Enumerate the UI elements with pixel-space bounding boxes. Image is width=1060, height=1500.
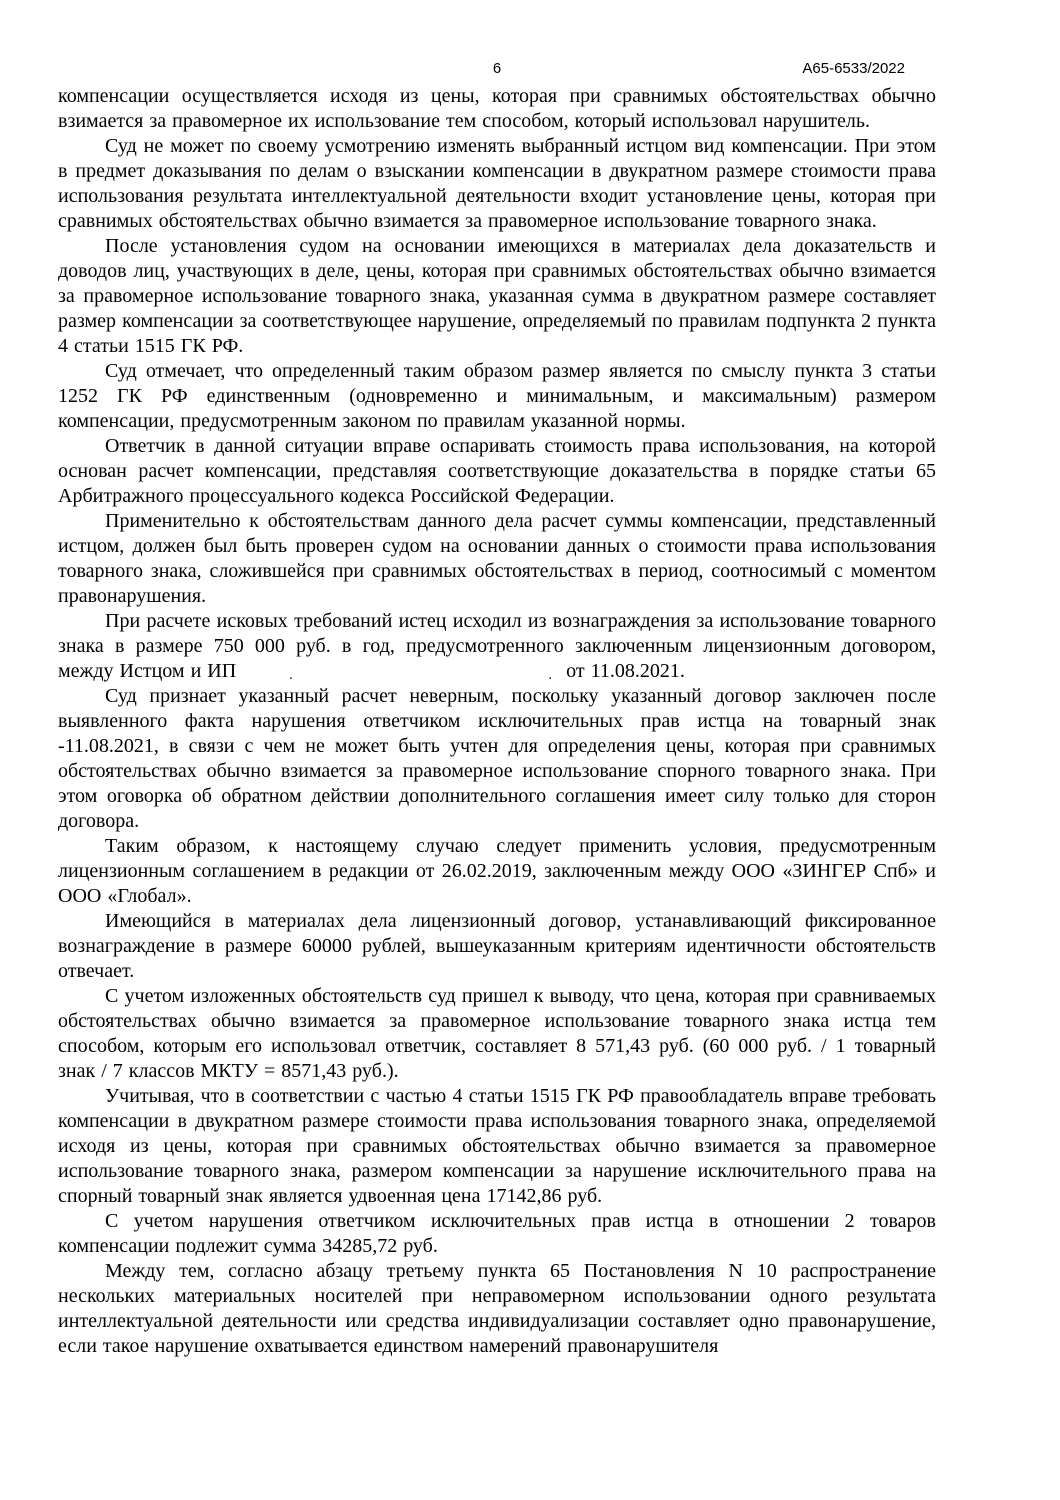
paragraph: Таким образом, к настоящему случаю следует применить условия, предусмотренным лицензионным соглашением в редакции от 26.02.2019, заключенным между ООО «ЗИНГЕР Спб» и ООО «Глобал». <box>58 835 936 907</box>
paragraph: После установления судом на основании имеющихся в материалах дела доказательств и доводов лиц, участвующих в деле, цены, которая при сравнимых обстоятельствах обычно взимается за правомерное использование товарного знака, указанная сумма в двукратном размере составляет размер компенсации за соответствующее нарушение, определяемый по правилам подпункта 2 пункта 4 статьи 1515 ГК РФ. <box>58 235 936 357</box>
paragraph: С учетом изложенных обстоятельств суд пришел к выводу, что цена, которая при сравниваемых обстоятельствах обычно взимается за правомерное использование товарного знака истца тем способом, которым его использовал ответчик, составляет 8 571,43 руб. (60 000 руб. / 1 товарный знак / 7 классов МКТУ = 8571,43 руб.). <box>58 985 936 1082</box>
paragraph-text: При расчете исковых требований истец исходил из вознаграждения за использование товарного знака в размере 750 000 руб. в год, предусмотренного заключенным лицензионным договором, между Истцом и ИП <box>58 610 936 682</box>
page-number: 6 <box>492 60 502 77</box>
page-header <box>58 60 936 82</box>
paragraph-text: от 11.08.2021. <box>566 660 685 682</box>
paragraph: Между тем, согласно абзацу третьему пункта 65 Постановления N 10 распространение нескольких материальных носителей при неправомерном использовании одного результата интеллектуальной деятельности или средства индивидуализации составляет одно правонарушение, если такое нарушение охватывается единством намерений правонарушителя <box>58 1260 936 1357</box>
paragraph <box>58 609 936 684</box>
paragraph: Суд отмечает, что определенный таким образом размер является по смыслу пункта 3 статьи 1252 ГК РФ единственным (одновременно и минимальным, и максимальным) размером компенсации, предусмотренным законом по правилам указанной нормы. <box>58 360 936 432</box>
paragraph: Имеющийся в материалах дела лицензионный договор, устанавливающий фиксированное вознаграждение в размере 60000 рублей, вышеуказанным критериям идентичности обстоятельств отвечает. <box>58 910 936 982</box>
paragraph: Суд признает указанный расчет неверным, поскольку указанный договор заключен после выявленного факта нарушения ответчиком исключительных прав истца на товарный знак -11.08.2021, в связи с чем не может быть учтен для определения цены, которая при сравнимых обстоятельствах обычно взимается за правомерное использование спорного товарного знака. При этом оговорка об обратном действии дополнительного соглашения имеет силу только для сторон договора. <box>58 685 936 832</box>
redaction-gap <box>236 667 566 683</box>
paragraph: Суд не может по своему усмотрению изменять выбранный истцом вид компенсации. При этом в предмет доказывания по делам о взыскании компенсации в двукратном размере стоимости права использования результата интеллектуальной деятельности входит установление цены, которая при сравнимых обстоятельствах обычно взимается за правомерное использование товарного знака. <box>58 135 936 232</box>
redaction-mark: . <box>289 667 293 683</box>
paragraph: С учетом нарушения ответчиком исключительных прав истца в отношении 2 товаров компенсации подлежит сумма 34285,72 руб. <box>58 1210 936 1257</box>
case-number: А65-6533/2022 <box>802 60 905 77</box>
redaction-mark: . <box>548 667 553 683</box>
paragraph: Применительно к обстоятельствам данного дела расчет суммы компенсации, представленный истцом, должен был быть проверен судом на основании данных о стоимости права использования товарного знака, сложившейся при сравнимых обстоятельствах в период, соотносимый с моментом правонарушения. <box>58 510 936 607</box>
paragraph: компенсации осуществляется исходя из цены, которая при сравнимых обстоятельствах обычно взимается за правомерное их использование тем способом, который использовал нарушитель. <box>58 85 936 132</box>
paragraph: Учитывая, что в соответствии с частью 4 статьи 1515 ГК РФ правообладатель вправе требовать компенсации в двукратном размере стоимости права использования товарного знака, определяемой исходя из цены, которая при сравнимых обстоятельствах обычно взимается за правомерное использование товарного знака, размером компенсации за нарушение исключительного права на спорный товарный знак является удвоенная цена 17142,86 руб. <box>58 1085 936 1207</box>
document-body <box>58 84 936 1359</box>
paragraph: Ответчик в данной ситуации вправе оспаривать стоимость права использования, на которой основан расчет компенсации, представляя соответствующие доказательства в порядке статьи 65 Арбитражного процессуального кодекса Российской Федерации. <box>58 435 936 507</box>
